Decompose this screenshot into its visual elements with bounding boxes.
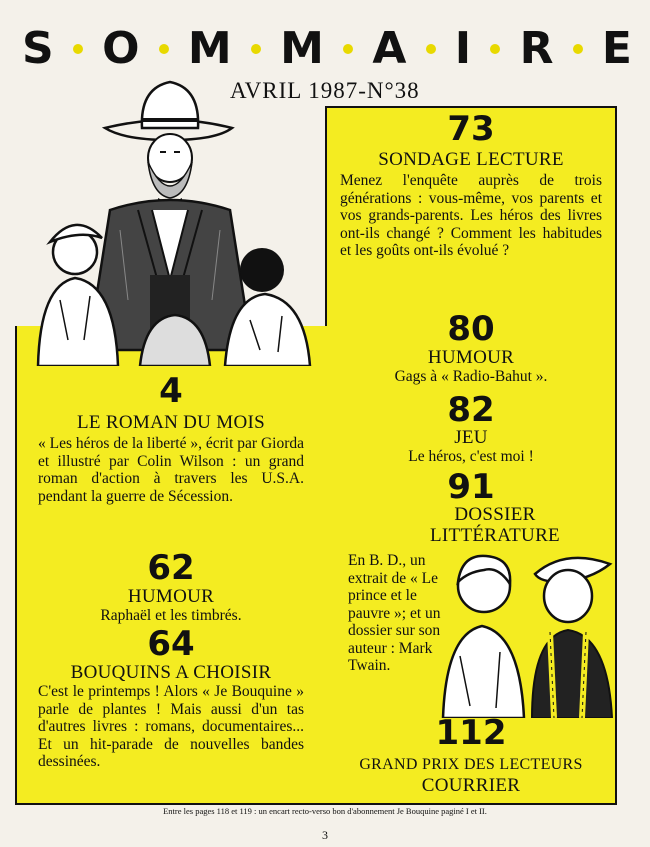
section-text: Menez l'enquête auprès de trois générations : vous-même, vos parents et vos grands-parents. Les héros des livres ont-ils changé ? Comment les habitudes et les goûts ont-ils évolué ? <box>340 172 602 259</box>
page-number-91: 91 <box>447 467 495 507</box>
footnote: Entre les pages 118 et 119 : un encart recto-verso bon d'abonnement Je Bouquine paginé I et II. <box>163 806 487 816</box>
section-91 <box>340 467 602 546</box>
title-letter: M <box>280 23 324 74</box>
section-heading: LE ROMAN DU MOIS <box>77 412 265 433</box>
section-heading: HUMOUR <box>427 347 515 368</box>
section-text: Le héros, c'est moi ! <box>408 448 534 465</box>
title-letter: S <box>22 23 54 74</box>
section-heading: BOUQUINS A CHOISIR <box>70 662 272 683</box>
title-dot <box>573 44 583 54</box>
title-letter: E <box>601 23 632 74</box>
page-number-80: 80 <box>447 309 495 349</box>
section-heading: HUMOUR <box>127 586 215 607</box>
title-letter: I <box>454 23 472 74</box>
page-number-62: 62 <box>147 548 195 588</box>
page-number: 3 <box>322 828 328 842</box>
section-heading: JEU <box>454 427 488 448</box>
section-82 <box>340 390 602 466</box>
section-text: « Les héros de la liberté », écrit par Giorda et illustré par Colin Wilson : un grand roman d'action à travers les U.S.A. pendant la guerre de Sécession. <box>38 435 304 505</box>
section-heading: GRAND PRIX DES LECTEURS <box>359 756 583 773</box>
title-letter: M <box>187 23 232 74</box>
section-91-text: En B. D., un extrait de « Le prince et le pauvre »; et un dossier sur son auteur : Mark Twain. <box>348 552 441 674</box>
section-heading-courrier: COURRIER <box>421 775 521 796</box>
title-dot <box>343 44 353 54</box>
page-number-4: 4 <box>159 371 183 411</box>
title-letter: A <box>372 23 407 74</box>
title-dot <box>159 44 169 54</box>
section-text: Gags à « Radio-Bahut ». <box>394 368 548 385</box>
title-dot <box>490 44 500 54</box>
section-73 <box>340 109 602 260</box>
section-64 <box>26 624 316 771</box>
section-112 <box>330 713 612 796</box>
title-letter: O <box>102 23 140 74</box>
sommaire-title <box>22 24 632 74</box>
title-dot <box>251 44 261 54</box>
section-text: Raphaël et les timbrés. <box>100 607 242 624</box>
page-number-82: 82 <box>447 390 495 430</box>
cowboy-illustration <box>20 70 325 366</box>
section-text: C'est le printemps ! Alors « Je Bouquine » parle de plantes ! Mais aussi d'un tas d'autres livres : romans, documentaires... Et un hit-parade de nouvelles bandes dessinées. <box>38 683 304 770</box>
section-62 <box>26 548 316 625</box>
page-number-64: 64 <box>147 624 195 664</box>
section-80 <box>340 309 602 386</box>
page-number-112: 112 <box>435 713 507 753</box>
issue-date: AVRIL 1987-N°38 <box>230 78 420 103</box>
boys-illustration <box>440 536 613 718</box>
page-number-73: 73 <box>447 109 495 149</box>
section-heading: DOSSIER LITTÉRATURE <box>430 504 560 546</box>
section-heading: SONDAGE LECTURE <box>378 149 564 170</box>
title-letter: R <box>519 23 554 74</box>
title-dot <box>73 44 83 54</box>
section-4 <box>26 371 316 505</box>
title-dot <box>426 44 436 54</box>
